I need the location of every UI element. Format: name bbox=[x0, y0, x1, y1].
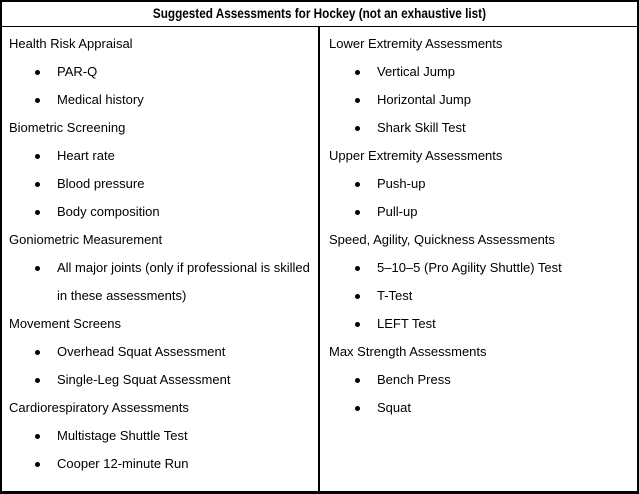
bullet-icon bbox=[355, 266, 360, 271]
left-column bbox=[2, 27, 320, 491]
list-item-label: 5–10–5 (Pro Agility Shuttle) Test bbox=[377, 260, 562, 275]
list-item-label: T-Test bbox=[377, 288, 413, 303]
list-item-label: LEFT Test bbox=[377, 316, 436, 331]
list-item-label: Shark Skill Test bbox=[377, 120, 466, 135]
list-item-label: PAR-Q bbox=[57, 64, 98, 79]
table-body bbox=[2, 27, 637, 491]
category-heading: Goniometric Measurement bbox=[9, 232, 163, 247]
list-item bbox=[9, 366, 310, 394]
list-item-label: Bench Press bbox=[377, 372, 451, 387]
list-item bbox=[9, 338, 310, 366]
bullet-icon bbox=[355, 406, 360, 411]
list-item bbox=[9, 198, 310, 226]
bullet-icon bbox=[355, 210, 360, 215]
list-item bbox=[9, 58, 310, 86]
bullet-icon bbox=[35, 462, 40, 467]
category-heading: Max Strength Assessments bbox=[329, 344, 487, 359]
category-heading: Speed, Agility, Quickness Assessments bbox=[329, 232, 555, 247]
list-item-label: Cooper 12-minute Run bbox=[57, 456, 189, 471]
bullet-icon bbox=[355, 294, 360, 299]
bullet-icon bbox=[355, 182, 360, 187]
list-item bbox=[329, 114, 629, 142]
list-item bbox=[329, 58, 629, 86]
list-item-label: Single-Leg Squat Assessment bbox=[57, 372, 231, 387]
bullet-icon bbox=[35, 182, 40, 187]
list-item-label: Push-up bbox=[377, 176, 426, 191]
list-item-label: Body composition bbox=[57, 204, 160, 219]
category-heading: Health Risk Appraisal bbox=[9, 36, 133, 51]
list-item bbox=[329, 86, 629, 114]
bullet-icon bbox=[355, 126, 360, 131]
list-item bbox=[329, 282, 629, 310]
category-heading: Upper Extremity Assessments bbox=[329, 148, 503, 163]
list-item-label: Medical history bbox=[57, 92, 144, 107]
list-item-label: Blood pressure bbox=[57, 176, 145, 191]
list-item bbox=[329, 254, 629, 282]
list-item bbox=[9, 86, 310, 114]
list-item bbox=[329, 170, 629, 198]
right-column bbox=[320, 27, 637, 491]
list-item bbox=[9, 170, 310, 198]
bullet-icon bbox=[35, 70, 40, 75]
bullet-icon bbox=[355, 322, 360, 327]
table-title-row bbox=[2, 2, 637, 27]
category-heading: Lower Extremity Assessments bbox=[329, 36, 503, 51]
bullet-icon bbox=[35, 98, 40, 103]
bullet-icon bbox=[35, 350, 40, 355]
list-item-label: Overhead Squat Assessment bbox=[57, 344, 226, 359]
category-heading: Cardiorespiratory Assessments bbox=[9, 400, 189, 415]
bullet-icon bbox=[35, 378, 40, 383]
bullet-icon bbox=[35, 210, 40, 215]
list-item-label: Heart rate bbox=[57, 148, 115, 163]
list-item-label: Horizontal Jump bbox=[377, 92, 471, 107]
category-heading: Movement Screens bbox=[9, 316, 121, 331]
list-item-label: Vertical Jump bbox=[377, 64, 456, 79]
category-heading: Biometric Screening bbox=[9, 120, 126, 135]
table-title: Suggested Assessments for Hockey (not an exhaustive list) bbox=[152, 6, 487, 21]
list-item bbox=[329, 198, 629, 226]
list-item bbox=[9, 142, 310, 170]
bullet-icon bbox=[35, 434, 40, 439]
list-item-label: Squat bbox=[377, 400, 411, 415]
list-item bbox=[9, 450, 310, 478]
list-item bbox=[329, 394, 629, 422]
list-item bbox=[329, 310, 629, 338]
list-item-label: All major joints (only if professional is skilled in these assessments) bbox=[57, 260, 310, 303]
bullet-icon bbox=[355, 378, 360, 383]
bullet-icon bbox=[35, 154, 40, 159]
bullet-icon bbox=[355, 70, 360, 75]
list-item bbox=[9, 422, 310, 450]
list-item bbox=[9, 254, 310, 310]
list-item bbox=[329, 366, 629, 394]
list-item-label: Pull-up bbox=[377, 204, 418, 219]
bullet-icon bbox=[35, 266, 40, 271]
list-item-label: Multistage Shuttle Test bbox=[57, 428, 188, 443]
bullet-icon bbox=[355, 98, 360, 103]
